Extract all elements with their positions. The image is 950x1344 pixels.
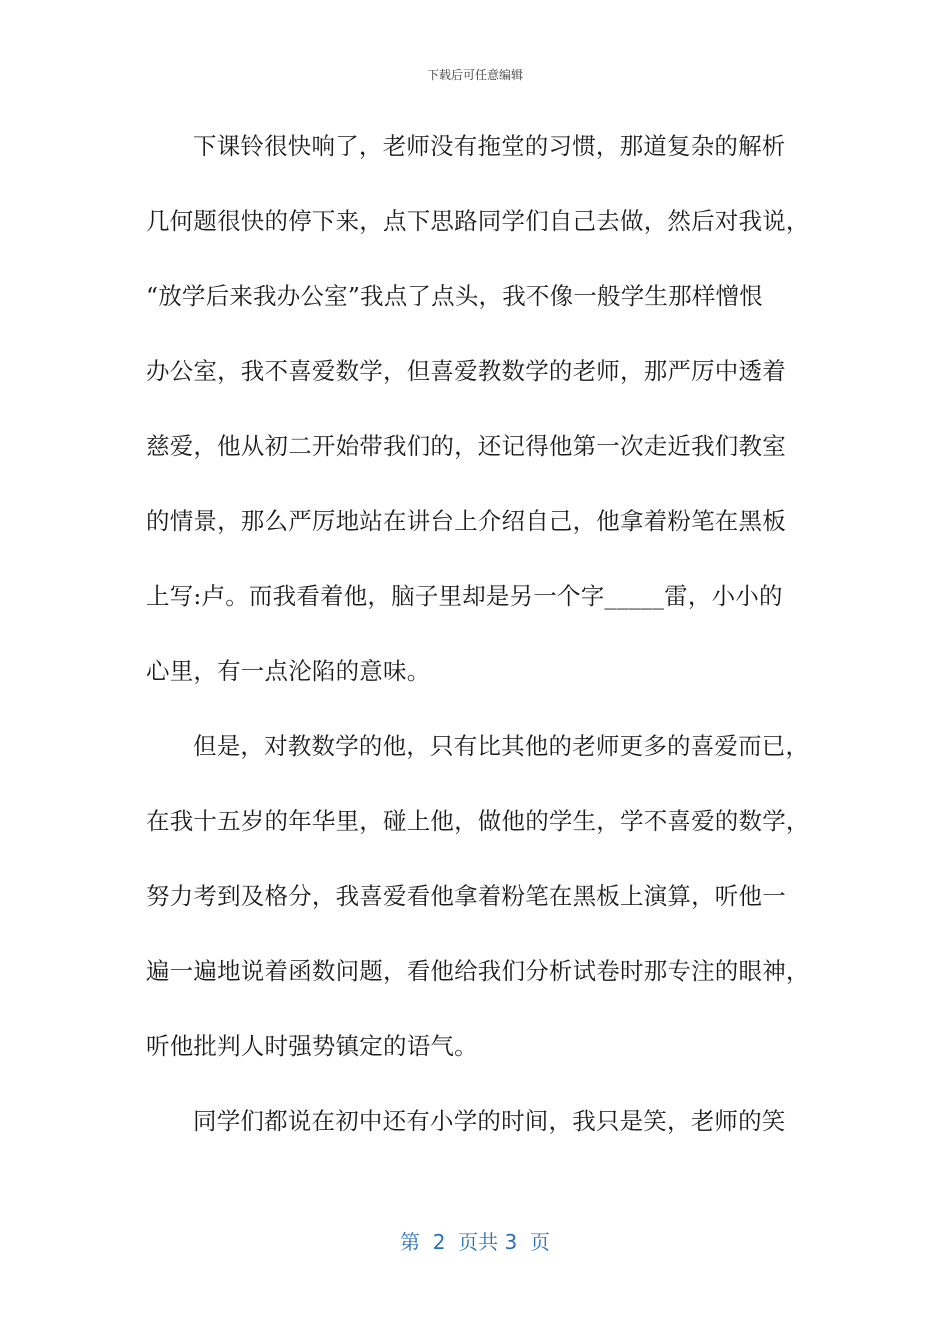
paragraph-3-line-1: 同学们都说在初中还有小学的时间，我只是笑，老师的笑 [193, 1107, 786, 1135]
paragraph-1-line-8: 心里，有一点沦陷的意味。 [146, 657, 431, 685]
paragraph-2-line-5: 听他批判人时强势镇定的语气。 [146, 1032, 478, 1060]
paragraph-1-line-6: 的情景，那么严厉地站在讲台上介绍自己，他拿着粉笔在黑板 [146, 507, 786, 535]
paragraph-2-line-3: 努力考到及格分，我喜爱看他拿着粉笔在黑板上演算，听他一 [146, 882, 786, 910]
paragraph-1-line-7: 上写:卢。而我看着他，脑子里却是另一个字_____雷，小小的 [146, 582, 783, 610]
paragraph-2-line-4: 遍一遍地说着函数问题，看他给我们分析试卷时那专注的眼神， [146, 957, 810, 985]
document-body [146, 118, 810, 1168]
paragraph-1-line-1: 下课铃很快响了，老师没有拖堂的习惯，那道复杂的解析 [193, 132, 786, 160]
page-footer-page-number: 第 2 页共 3 页 [400, 1230, 550, 1254]
paragraph-1-line-5: 慈爱，他从初二开始带我们的，还记得他第一次走近我们教室 [146, 432, 786, 460]
paragraph-1-line-3: “放学后来我办公室”我点了点头，我不像一般学生那样憎恨 [146, 282, 763, 310]
paragraph-2-line-2: 在我十五岁的年华里，碰上他，做他的学生，学不喜爱的数学， [146, 807, 810, 835]
paragraph-1-line-2: 几何题很快的停下来，点下思路同学们自己去做，然后对我说， [146, 207, 810, 235]
page-header: 下载后可任意编辑 [426, 68, 523, 82]
paragraph-2-line-1: 但是，对教数学的他，只有比其他的老师更多的喜爱而已， [193, 732, 810, 760]
paragraph-1-line-4: 办公室，我不喜爱数学，但喜爱教数学的老师，那严厉中透着 [146, 357, 786, 385]
